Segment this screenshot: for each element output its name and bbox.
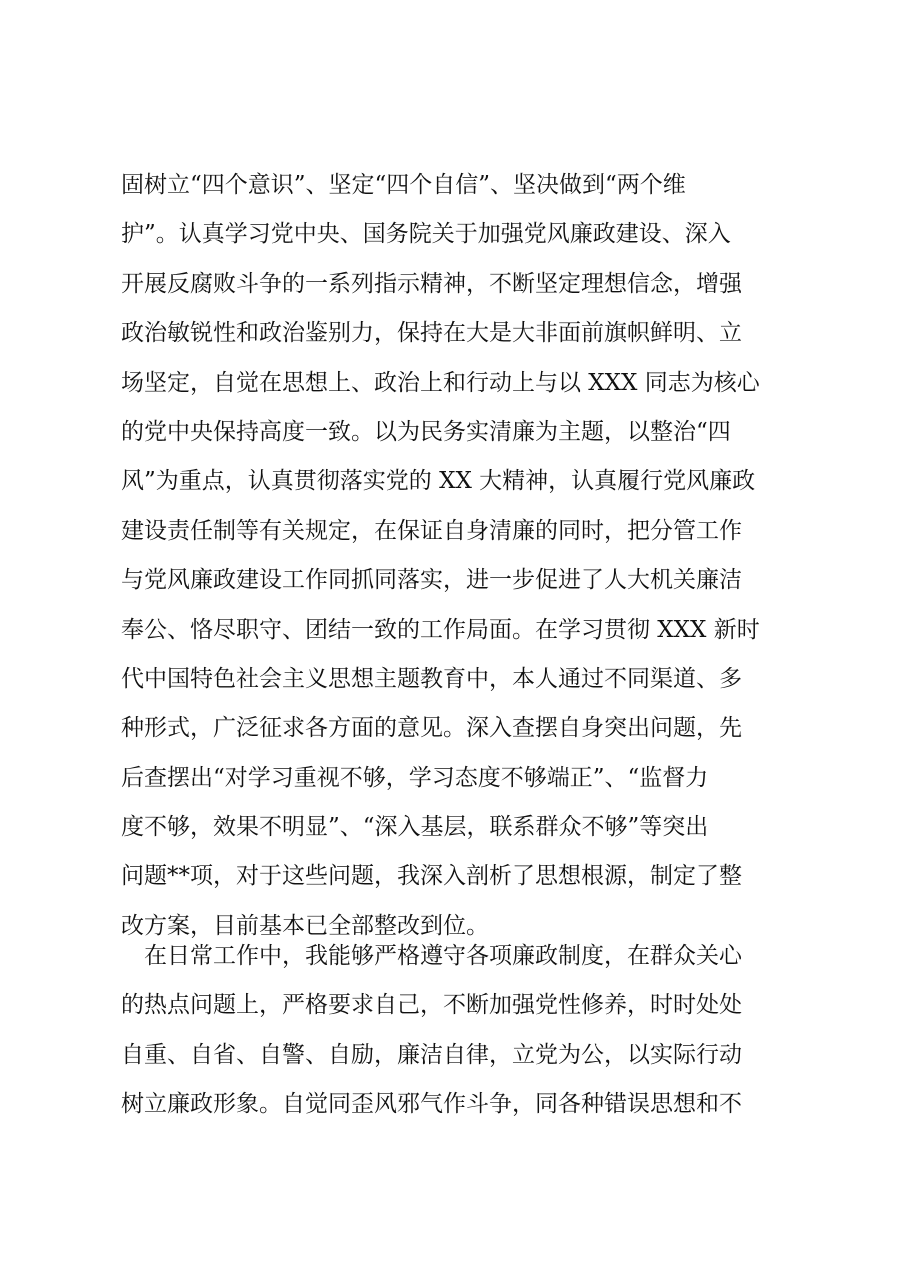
paragraph-line: 的党中央保持高度一致。以为民务实清廉为主题，以整治“四 xyxy=(121,418,731,445)
paragraph-line: 建设责任制等有关规定，在保证自身清廉的同时，把分管工作 xyxy=(121,517,742,544)
paragraph-line: 在日常工作中，我能够严格遵守各项廉政制度，在群众关心 xyxy=(121,943,742,969)
paragraph-line: 自重、自省、自警、自励，廉洁自律，立党为公，以实际行动 xyxy=(121,1041,742,1068)
paragraph-line: 问题**项，对于这些问题，我深入剖析了思想根源，制定了整 xyxy=(121,863,742,890)
paragraph-line: 度不够，效果不明显”、“深入基层，联系群众不够”等突出 xyxy=(121,814,709,841)
paragraph-line: 代中国特色社会主义思想主题教育中，本人通过不同渠道、多 xyxy=(121,665,742,692)
paragraph-line: 风”为重点，认真贯彻落实党的 XX 大精神，认真履行党风廉政 xyxy=(121,468,756,495)
paragraph-line: 树立廉政形象。自觉同歪风邪气作斗争，同各种错误思想和不 xyxy=(121,1091,742,1118)
paragraph-line: 改方案，目前基本已全部整改到位。 xyxy=(121,912,489,939)
paragraph-line: 开展反腐败斗争的一系列指示精神，不断坚定理想信念，增强 xyxy=(121,270,742,297)
paragraph-line: 后查摆出“对学习重视不够，学习态度不够端正”、“监督力 xyxy=(121,764,709,791)
paragraph-line: 护”。认真学习党中央、国务院关于加强党风廉政建设、深入 xyxy=(121,221,731,248)
paragraph-line: 的热点问题上，严格要求自己，不断加强党性修养，时时处处 xyxy=(121,992,742,1019)
paragraph-line: 与党风廉政建设工作同抓同落实，进一步促进了人大机关廉洁 xyxy=(121,567,742,594)
paragraph-line: 奉公、恪尽职守、团结一致的工作局面。在学习贯彻 XXX 新时 xyxy=(121,616,760,643)
paragraph-line: 固树立“四个意识”、坚定“四个自信”、坚决做到“两个维 xyxy=(121,172,686,198)
paragraph-line: 政治敏锐性和政治鉴别力，保持在大是大非面前旗帜鲜明、立 xyxy=(121,320,742,347)
paragraph-line: 场坚定，自觉在思想上、政治上和行动上与以 XXX 同志为核心 xyxy=(121,369,760,396)
paragraph-2 xyxy=(121,932,801,1130)
paragraph-line: 种形式，广泛征求各方面的意见。深入查摆自身突出问题，先 xyxy=(121,715,742,742)
paragraph-1 xyxy=(121,161,801,951)
